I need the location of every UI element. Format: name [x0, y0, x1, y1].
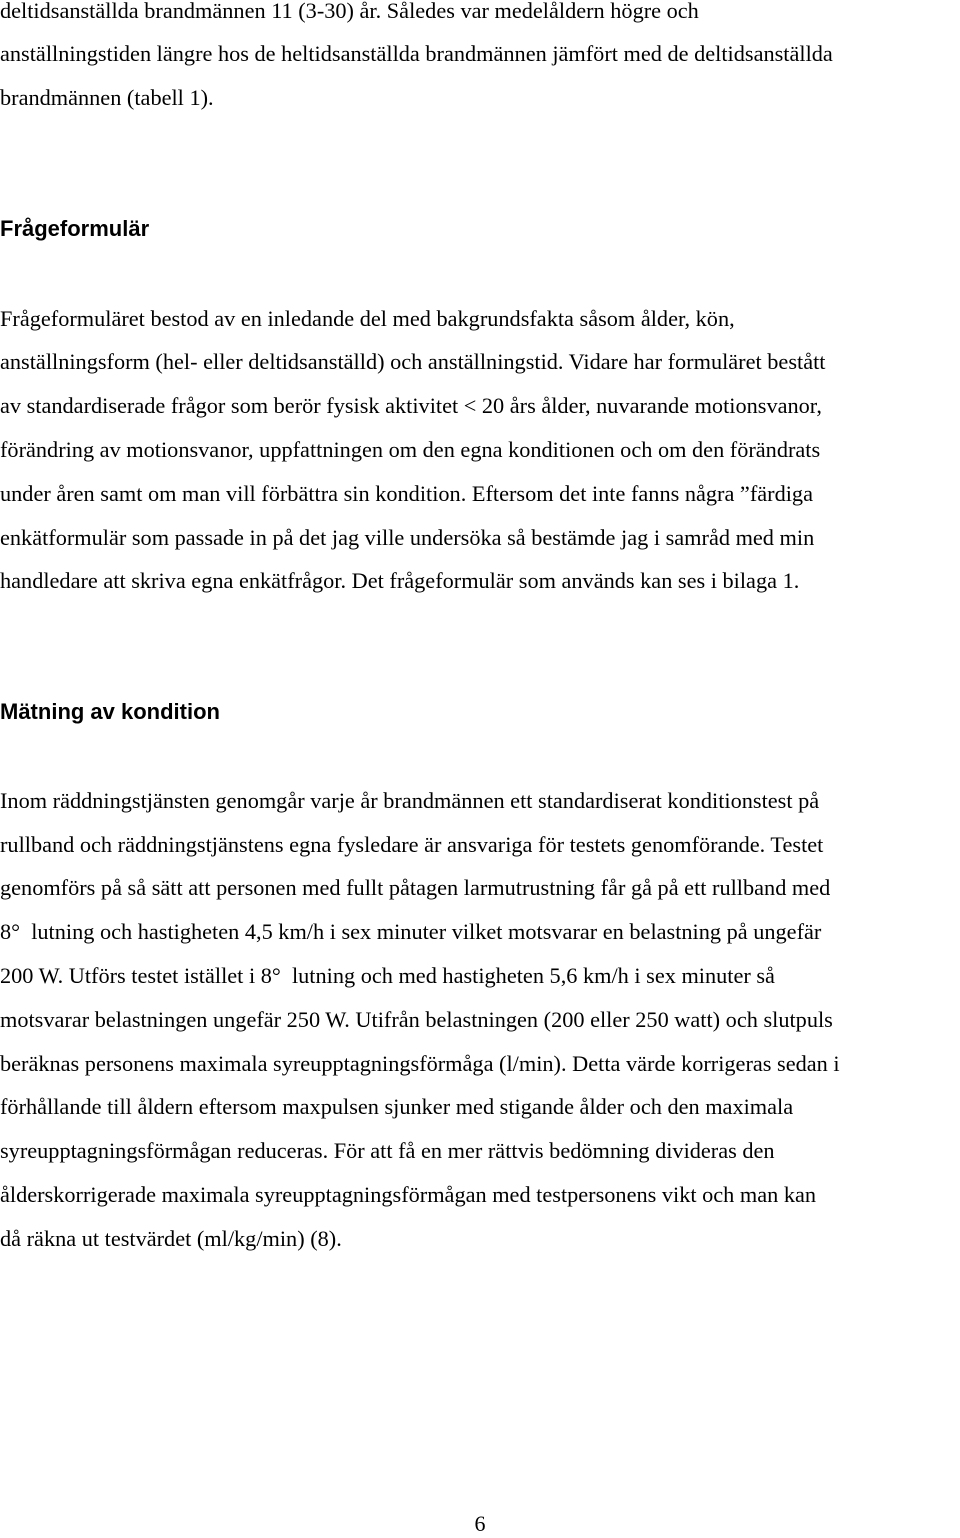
fitness-line: 200 W. Utförs testet istället i 8° lutning och med hastigheten 5,6 km/h i sex minuter så: [0, 963, 775, 988]
fitness-line: förhållande till åldern eftersom maxpulsen sjunker med stigande ålder och den maximala: [0, 1094, 794, 1119]
questionnaire-line: enkätformulär som passade in på det jag ville undersöka så bestämde jag i samråd med min: [0, 525, 815, 550]
questionnaire-line: Frågeformuläret bestod av en inledande del med bakgrundsfakta såsom ålder, kön,: [0, 306, 735, 331]
section-heading-fitness: Mätning av kondition: [0, 699, 220, 724]
fitness-line: beräknas personens maximala syreupptagningsförmåga (l/min). Detta värde korrigeras sedan i: [0, 1051, 840, 1076]
questionnaire-line: av standardiserade frågor som berör fysisk aktivitet < 20 års ålder, nuvarande motionsvanor,: [0, 393, 822, 418]
questionnaire-line: handledare att skriva egna enkätfrågor. Det frågeformulär som används kan ses i bilaga 1.: [0, 568, 800, 593]
fitness-line: syreupptagningsförmågan reduceras. För att få en mer rättvis bedömning divideras den: [0, 1138, 775, 1163]
questionnaire-line: anställningsform (hel- eller deltidsanställd) och anställningstid. Vidare har formuläret bestått: [0, 349, 826, 374]
section-heading-questionnaire: Frågeformulär: [0, 216, 150, 241]
intro-line: brandmännen (tabell 1).: [0, 85, 214, 110]
intro-line: anställningstiden längre hos de heltidsanställda brandmännen jämfört med de deltidsanställda: [0, 41, 833, 66]
fitness-line: Inom räddningstjänsten genomgår varje år brandmännen ett standardiserat konditionstest på: [0, 788, 820, 813]
questionnaire-line: förändring av motionsvanor, uppfattningen om den egna konditionen och om den förändrats: [0, 437, 821, 462]
fitness-line: genomförs på så sätt att personen med fullt påtagen larmutrustning får gå på ett rullband med: [0, 875, 831, 900]
fitness-line: ålderskorrigerade maximala syreupptagningsförmågan med testpersonens vikt och man kan: [0, 1182, 817, 1207]
fitness-line: då räkna ut testvärdet (ml/kg/min) (8).: [0, 1226, 342, 1251]
fitness-line: 8° lutning och hastigheten 4,5 km/h i sex minuter vilket motsvarar en belastning på ungefär: [0, 919, 822, 944]
fitness-line: motsvarar belastningen ungefär 250 W. Utifrån belastningen (200 eller 250 watt) och slutpuls: [0, 1007, 833, 1032]
page-number: 6: [474, 1511, 486, 1536]
questionnaire-line: under åren samt om man vill förbättra sin kondition. Eftersom det inte fanns några ”färdiga: [0, 481, 813, 506]
intro-line: deltidsanställda brandmännen 11 (3-30) år. Således var medelåldern högre och: [0, 0, 699, 23]
fitness-line: rullband och räddningstjänstens egna fysledare är ansvariga för testets genomförande. Testet: [0, 832, 824, 857]
